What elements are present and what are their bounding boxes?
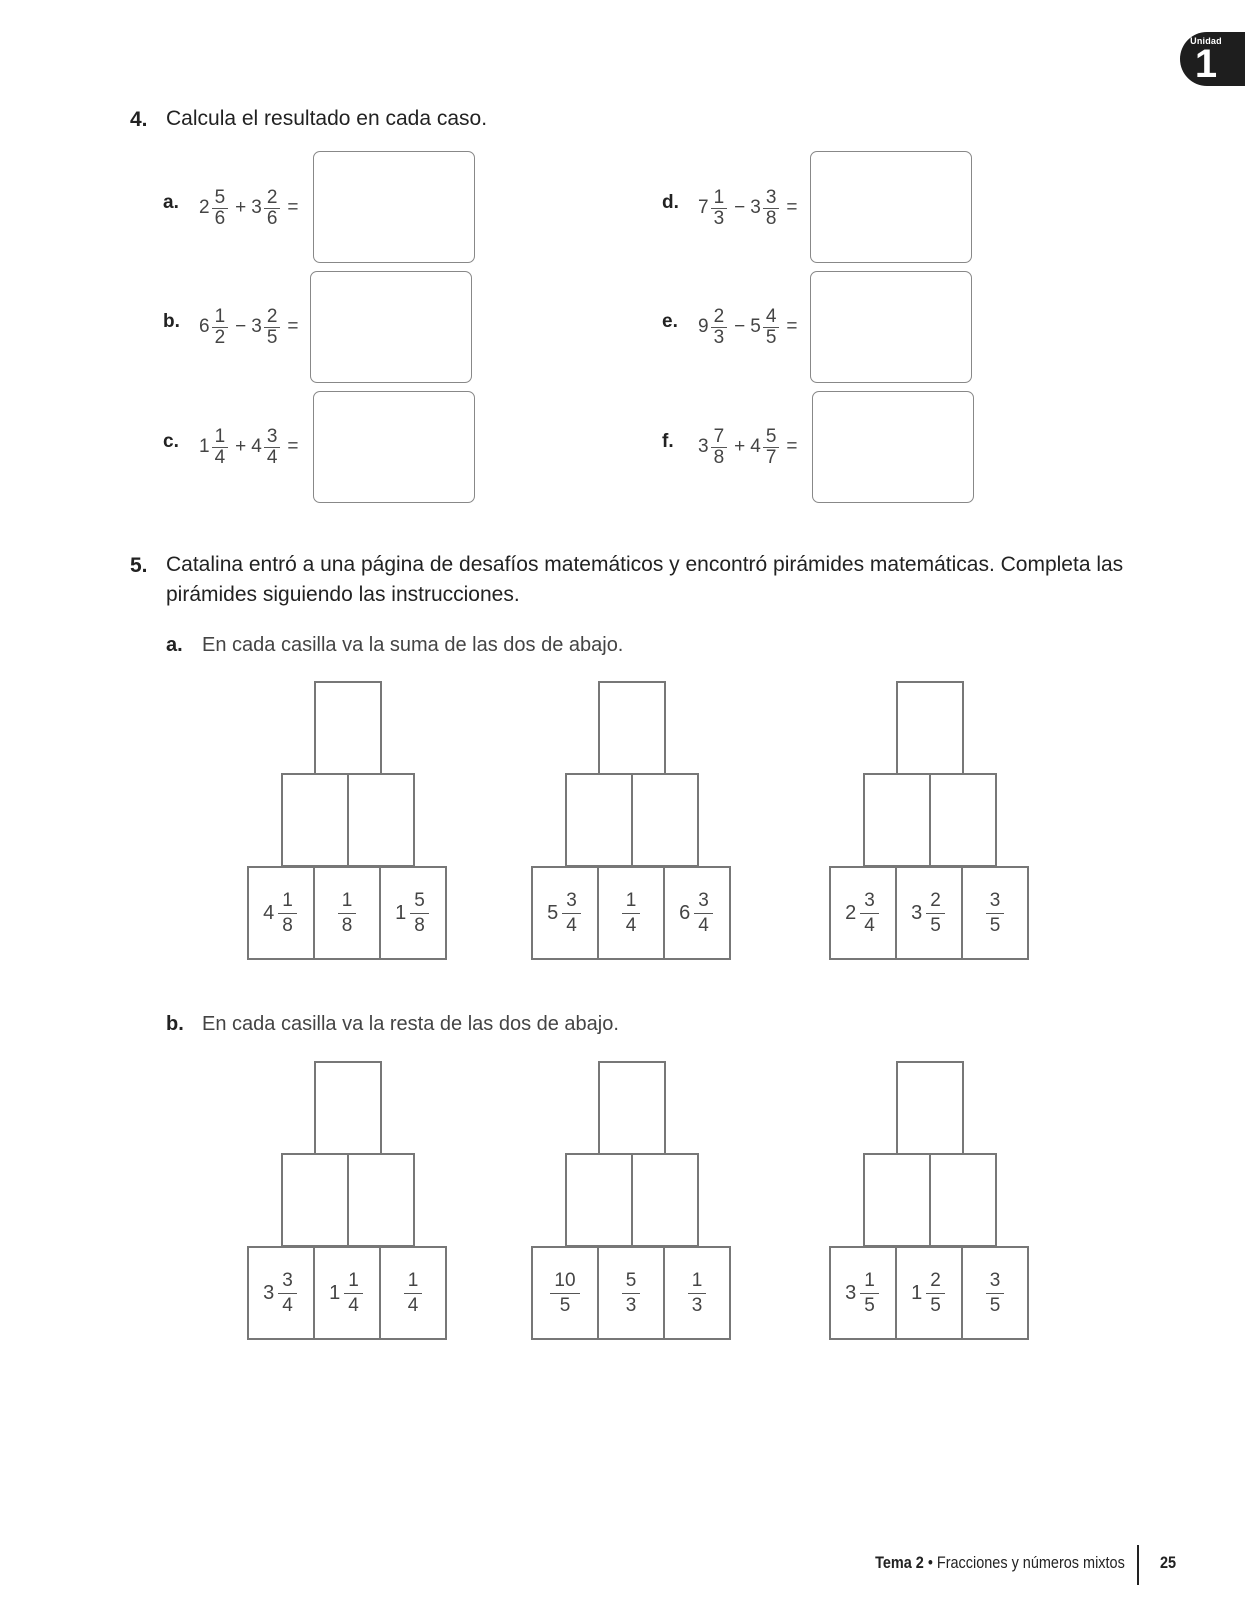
mixed-number xyxy=(251,307,282,348)
pyramid-top-cell[interactable] xyxy=(896,681,964,775)
expression xyxy=(199,301,304,353)
part-text: En cada casilla va la suma de las dos de abajo. xyxy=(202,634,624,656)
denominator: 3 xyxy=(625,1294,637,1316)
item-letter: a. xyxy=(163,192,179,213)
whole-part: 3 xyxy=(251,197,262,218)
denominator: 4 xyxy=(266,446,278,468)
denominator: 5 xyxy=(559,1294,571,1316)
pyramid-top-cell[interactable] xyxy=(598,1061,666,1155)
equals-sign: = xyxy=(786,436,798,457)
page-footer xyxy=(0,1549,1245,1589)
mixed-number xyxy=(251,188,282,229)
unit-number: 1 xyxy=(1194,42,1218,86)
pyramid-middle-cell-2[interactable] xyxy=(929,773,997,867)
pyramid-middle-cell-2[interactable] xyxy=(347,1153,415,1247)
fraction xyxy=(212,188,229,229)
part-letter: a. xyxy=(166,634,183,656)
pyramid-bottom-cell-3 xyxy=(663,1246,731,1340)
denominator: 5 xyxy=(989,1294,1001,1316)
part-text: En cada casilla va la resta de las dos de abajo. xyxy=(202,1013,619,1035)
pyramid-bottom-cell-3 xyxy=(379,866,447,960)
answer-box-d[interactable] xyxy=(810,151,972,263)
fraction xyxy=(860,1269,879,1318)
denominator: 4 xyxy=(625,914,637,936)
whole-part: 4 xyxy=(263,901,275,924)
numerator: 1 xyxy=(278,889,297,914)
answer-box-a[interactable] xyxy=(313,151,475,263)
pyramid-bottom-cell-2 xyxy=(895,866,963,960)
denominator: 6 xyxy=(266,207,278,229)
denominator: 2 xyxy=(214,326,226,348)
fraction xyxy=(711,427,728,468)
numerator: 1 xyxy=(711,188,728,209)
denominator: 4 xyxy=(864,914,875,936)
pyramid-a-2 xyxy=(531,681,735,964)
numerator: 3 xyxy=(860,889,879,914)
fraction xyxy=(338,889,357,938)
question-number: 4. xyxy=(130,108,148,131)
unit-tab xyxy=(1180,32,1245,86)
mixed-number xyxy=(750,427,781,468)
fraction xyxy=(562,889,581,938)
pyramid-bottom-cell-2 xyxy=(895,1246,963,1340)
pyramid-b-1 xyxy=(247,1061,451,1344)
pyramid-top-cell[interactable] xyxy=(314,1061,382,1155)
answer-box-c[interactable] xyxy=(313,391,475,503)
denominator: 3 xyxy=(713,207,725,229)
pyramid-bottom-cell-3 xyxy=(961,1246,1029,1340)
pyramid-b-3 xyxy=(829,1061,1033,1344)
pyramid-bottom-cell-2 xyxy=(313,1246,381,1340)
numerator: 1 xyxy=(344,1269,363,1294)
expression xyxy=(199,421,304,473)
whole-part: 1 xyxy=(199,436,210,457)
numerator: 3 xyxy=(694,889,713,914)
denominator: 8 xyxy=(765,207,777,229)
fraction xyxy=(926,1269,945,1318)
answer-box-e[interactable] xyxy=(810,271,972,383)
fraction xyxy=(763,307,780,348)
equals-sign: = xyxy=(786,316,798,337)
numerator: 4 xyxy=(763,307,780,328)
denominator: 8 xyxy=(713,446,725,468)
operator: − xyxy=(235,316,247,337)
numerator: 5 xyxy=(410,889,429,914)
numerator: 5 xyxy=(622,1269,641,1294)
fraction xyxy=(410,889,429,938)
numerator: 1 xyxy=(212,307,229,328)
whole-part: 3 xyxy=(698,436,709,457)
pyramid-bottom-cell-2 xyxy=(597,1246,665,1340)
numerator: 5 xyxy=(763,427,780,448)
fraction xyxy=(926,889,945,938)
numerator: 5 xyxy=(212,188,229,209)
mixed-number xyxy=(199,307,230,348)
pyramid-bottom-cell-1 xyxy=(531,866,599,960)
whole-part: 6 xyxy=(199,316,210,337)
denominator: 4 xyxy=(214,446,226,468)
denominator: 4 xyxy=(698,914,709,936)
denominator: 8 xyxy=(414,914,425,936)
fraction xyxy=(694,889,713,938)
pyramid-middle-cell-2[interactable] xyxy=(347,773,415,867)
fraction xyxy=(986,889,1005,938)
denominator: 5 xyxy=(930,914,941,936)
fraction xyxy=(278,889,297,938)
denominator: 4 xyxy=(566,914,577,936)
pyramid-bottom-cell-1 xyxy=(247,1246,315,1340)
numerator: 3 xyxy=(986,889,1005,914)
page-number: 25 xyxy=(1160,1553,1177,1572)
expression xyxy=(698,182,803,234)
answer-box-f[interactable] xyxy=(812,391,974,503)
equals-sign: = xyxy=(287,197,299,218)
denominator: 5 xyxy=(266,326,278,348)
denominator: 6 xyxy=(214,207,226,229)
denominator: 8 xyxy=(341,914,353,936)
pyramid-bottom-cell-1 xyxy=(829,1246,897,1340)
part-letter: b. xyxy=(166,1013,184,1035)
mixed-number xyxy=(199,188,230,229)
numerator: 3 xyxy=(763,188,780,209)
footer-topic-bold: Tema 2 xyxy=(875,1553,925,1572)
pyramid-bottom-cell-3 xyxy=(663,866,731,960)
operator: − xyxy=(734,316,746,337)
whole-part: 2 xyxy=(845,901,857,924)
fraction xyxy=(264,427,281,468)
pyramid-bottom-cell-1 xyxy=(829,866,897,960)
denominator: 8 xyxy=(282,914,293,936)
fraction xyxy=(711,188,728,229)
numerator: 1 xyxy=(860,1269,879,1294)
question-text: Catalina entró a una página de desafíos matemáticos y encontró pirámides matemáticas. Completa las pirámides siguiendo las instrucciones. xyxy=(166,553,1124,606)
whole-part: 2 xyxy=(199,197,210,218)
equals-sign: = xyxy=(786,197,798,218)
whole-part: 1 xyxy=(329,1281,341,1304)
whole-part: 7 xyxy=(698,197,709,218)
pyramid-middle-cell-2[interactable] xyxy=(631,773,699,867)
mixed-number xyxy=(251,427,282,468)
denominator: 5 xyxy=(989,914,1001,936)
denominator: 3 xyxy=(691,1294,703,1316)
numerator: 3 xyxy=(278,1269,297,1294)
pyramid-middle-cell-1[interactable] xyxy=(565,773,633,867)
denominator: 5 xyxy=(864,1294,875,1316)
whole-part: 5 xyxy=(750,316,761,337)
numerator: 2 xyxy=(264,307,281,328)
item-letter: b. xyxy=(163,311,180,332)
mixed-number xyxy=(750,188,781,229)
whole-part: 3 xyxy=(263,1281,275,1304)
answer-box-b[interactable] xyxy=(310,271,472,383)
denominator: 4 xyxy=(407,1294,419,1316)
denominator: 5 xyxy=(930,1294,941,1316)
mixed-number xyxy=(750,307,781,348)
mixed-number xyxy=(698,307,729,348)
fraction xyxy=(264,188,281,229)
pyramid-bottom-cell-1 xyxy=(247,866,315,960)
fraction xyxy=(622,1269,641,1318)
fraction xyxy=(711,307,728,348)
whole-part: 6 xyxy=(679,901,691,924)
mixed-number xyxy=(698,188,729,229)
numerator: 1 xyxy=(338,889,357,914)
pyramid-bottom-cell-2 xyxy=(313,866,381,960)
numerator: 2 xyxy=(926,1269,945,1294)
expression xyxy=(199,182,304,234)
whole-part: 4 xyxy=(251,436,262,457)
pyramid-middle-cell-2[interactable] xyxy=(631,1153,699,1247)
expression xyxy=(698,301,803,353)
expression xyxy=(698,421,803,473)
pyramid-middle-cell-2[interactable] xyxy=(929,1153,997,1247)
pyramid-a-3 xyxy=(829,681,1033,964)
whole-part: 1 xyxy=(395,901,407,924)
pyramid-middle-cell-1[interactable] xyxy=(281,1153,349,1247)
whole-part: 3 xyxy=(845,1281,857,1304)
numerator: 1 xyxy=(404,1269,423,1294)
fraction xyxy=(688,1269,707,1318)
numerator: 10 xyxy=(550,1269,579,1294)
whole-part: 3 xyxy=(750,197,761,218)
operator: + xyxy=(235,436,247,457)
pyramid-bottom-cell-2 xyxy=(597,866,665,960)
question-text: Calcula el resultado en cada caso. xyxy=(166,107,488,130)
denominator: 5 xyxy=(765,326,777,348)
whole-part: 3 xyxy=(251,316,262,337)
fraction xyxy=(344,1269,363,1318)
numerator: 3 xyxy=(264,427,281,448)
pyramid-middle-cell-1[interactable] xyxy=(281,773,349,867)
mixed-number xyxy=(698,427,729,468)
pyramid-b-2 xyxy=(531,1061,735,1344)
denominator: 3 xyxy=(713,326,725,348)
operator: + xyxy=(235,197,247,218)
operator: + xyxy=(734,436,746,457)
item-letter: f. xyxy=(662,431,674,452)
footer-topic-rest: • Fracciones y números mixtos xyxy=(924,1553,1125,1572)
fraction xyxy=(550,1269,579,1318)
operator: − xyxy=(734,197,746,218)
question-number: 5. xyxy=(130,554,148,577)
unit-label: Unidad xyxy=(1190,36,1222,46)
item-letter: d. xyxy=(662,192,679,213)
pyramid-bottom-cell-3 xyxy=(961,866,1029,960)
fraction xyxy=(860,889,879,938)
pyramid-a-1 xyxy=(247,681,451,964)
denominator: 4 xyxy=(282,1294,293,1316)
numerator: 3 xyxy=(986,1269,1005,1294)
whole-part: 9 xyxy=(698,316,709,337)
pyramid-top-cell[interactable] xyxy=(598,681,666,775)
whole-part: 1 xyxy=(911,1281,923,1304)
fraction xyxy=(763,188,780,229)
numerator: 2 xyxy=(711,307,728,328)
numerator: 1 xyxy=(688,1269,707,1294)
item-letter: c. xyxy=(163,431,179,452)
whole-part: 5 xyxy=(547,901,559,924)
numerator: 3 xyxy=(562,889,581,914)
pyramid-top-cell[interactable] xyxy=(896,1061,964,1155)
fraction xyxy=(264,307,281,348)
pyramid-top-cell[interactable] xyxy=(314,681,382,775)
numerator: 7 xyxy=(711,427,728,448)
denominator: 4 xyxy=(348,1294,359,1316)
fraction xyxy=(404,1269,423,1318)
fraction xyxy=(278,1269,297,1318)
footer-divider xyxy=(1137,1545,1139,1585)
fraction xyxy=(622,889,641,938)
denominator: 7 xyxy=(765,446,777,468)
numerator: 2 xyxy=(926,889,945,914)
whole-part: 4 xyxy=(750,436,761,457)
fraction xyxy=(763,427,780,468)
pyramid-bottom-cell-3 xyxy=(379,1246,447,1340)
equals-sign: = xyxy=(287,436,299,457)
numerator: 1 xyxy=(212,427,229,448)
fraction xyxy=(986,1269,1005,1318)
pyramid-middle-cell-1[interactable] xyxy=(863,773,931,867)
item-letter: e. xyxy=(662,311,678,332)
fraction xyxy=(212,427,229,468)
footer-topic xyxy=(875,1553,1125,1573)
numerator: 2 xyxy=(264,188,281,209)
whole-part: 3 xyxy=(911,901,923,924)
mixed-number xyxy=(199,427,230,468)
pyramid-middle-cell-1[interactable] xyxy=(863,1153,931,1247)
numerator: 1 xyxy=(622,889,641,914)
pyramid-middle-cell-1[interactable] xyxy=(565,1153,633,1247)
pyramid-bottom-cell-1 xyxy=(531,1246,599,1340)
fraction xyxy=(212,307,229,348)
equals-sign: = xyxy=(287,316,299,337)
